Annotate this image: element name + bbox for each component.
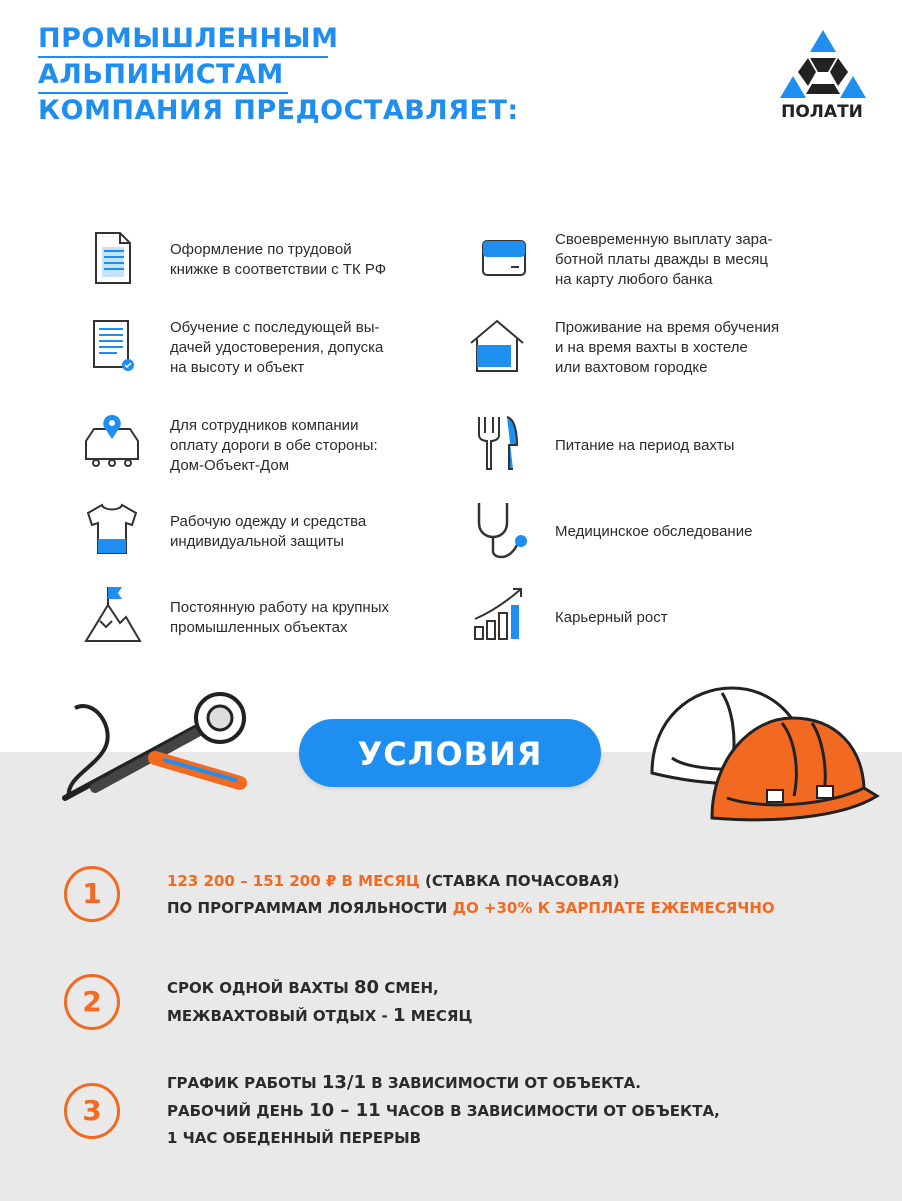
shift-count: 80	[354, 977, 380, 998]
benefit-text: Обучение с последующей вы- дачей удостоверения, допуска на высоту и объект	[170, 319, 384, 376]
title-line-2: АЛЬПИНИСТАМ	[38, 58, 519, 94]
condition-text	[167, 974, 472, 1030]
rest-count: 1	[393, 1005, 406, 1026]
stethoscope-icon	[465, 497, 529, 561]
benefit-item	[465, 313, 865, 383]
rest-text: МЕЖВАХТОВЫЙ ОТДЫХ -	[167, 1007, 393, 1025]
rest-unit: МЕСЯЦ	[405, 1007, 473, 1025]
shift-unit: СМЕН,	[379, 979, 439, 997]
benefit-text: Питание на период вахты	[555, 437, 735, 454]
lunch-break: 1 ЧАС ОБЕДЕННЫЙ ПЕРЕРЫВ	[167, 1129, 422, 1147]
schedule-text: ГРАФИК РАБОТЫ	[167, 1074, 322, 1092]
conditions-button[interactable]: УСЛОВИЯ	[299, 719, 601, 787]
benefit-item	[80, 225, 480, 295]
benefit-text: Постоянную работу на крупных промышленных объектах	[170, 599, 389, 636]
benefit-text: Рабочую одежду и средства индивидуальной защиты	[170, 513, 367, 550]
travel-pin-icon	[80, 411, 144, 475]
document-icon	[80, 225, 144, 289]
benefit-text: Для сотрудников компании оплату дороги в обе стороны: Дом-Объект-Дом	[170, 417, 378, 474]
benefit-item	[465, 497, 865, 567]
benefit-text: Своевременную выплату зара- ботной платы дважды в месяц на карту любого банка	[555, 231, 773, 288]
salary-note: (СТАВКА ПОЧАСОВАЯ)	[419, 872, 620, 890]
growth-chart-icon	[465, 583, 529, 647]
tshirt-icon	[80, 497, 144, 561]
page-title	[38, 22, 519, 130]
benefit-text: Оформление по трудовой книжке в соответствии с ТК РФ	[170, 241, 387, 278]
benefit-item	[465, 225, 865, 295]
title-line-3: КОМПАНИЯ ПРЕДОСТАВЛЯЕТ:	[38, 94, 519, 130]
schedule-value: 13/1	[321, 1072, 367, 1093]
fork-knife-icon	[465, 411, 529, 475]
loyalty-bonus: ДО +30% К ЗАРПЛАТЕ ЕЖЕМЕСЯЧНО	[452, 899, 775, 917]
card-icon	[465, 225, 529, 289]
workday-hours: 10 – 11	[309, 1100, 381, 1121]
mountain-flag-icon	[80, 583, 144, 647]
logo-text: ПОЛАТИ	[781, 102, 863, 122]
helmets-illustration	[632, 678, 882, 828]
logo-mark-icon	[778, 28, 868, 102]
benefit-item	[465, 583, 865, 653]
benefit-item	[80, 583, 480, 653]
loyalty-text: ПО ПРОГРАММАМ ЛОЯЛЬНОСТИ	[167, 899, 453, 917]
shift-text: СРОК ОДНОЙ ВАХТЫ	[167, 979, 355, 997]
tools-illustration	[55, 688, 255, 808]
benefit-item	[465, 411, 865, 481]
benefit-item	[80, 497, 480, 567]
condition-number: 3	[64, 1083, 120, 1139]
title-line-1: ПРОМЫШЛЕННЫМ	[38, 22, 519, 58]
polati-logo	[778, 28, 868, 128]
workday-note: ЧАСОВ В ЗАВИСИМОСТИ ОТ ОБЪЕКТА,	[380, 1102, 720, 1120]
benefit-text: Проживание на время обучения и на время вахты в хостеле или вахтовом городке	[555, 319, 780, 376]
house-icon	[465, 313, 529, 377]
workday-text: РАБОЧИЙ ДЕНЬ	[167, 1102, 310, 1120]
benefit-item	[80, 411, 480, 481]
benefit-text: Медицинское обследование	[555, 523, 753, 540]
schedule-note: В ЗАВИСИМОСТИ ОТ ОБЪЕКТА.	[366, 1074, 641, 1092]
benefit-text: Карьерный рост	[555, 609, 668, 626]
certificate-icon	[80, 313, 144, 377]
condition-number: 1	[64, 866, 120, 922]
salary-range: 123 200 – 151 200 ₽ В МЕСЯЦ	[167, 872, 420, 890]
condition-number: 2	[64, 974, 120, 1030]
condition-text	[167, 868, 775, 922]
condition-text	[167, 1069, 720, 1152]
benefit-item	[80, 313, 480, 383]
